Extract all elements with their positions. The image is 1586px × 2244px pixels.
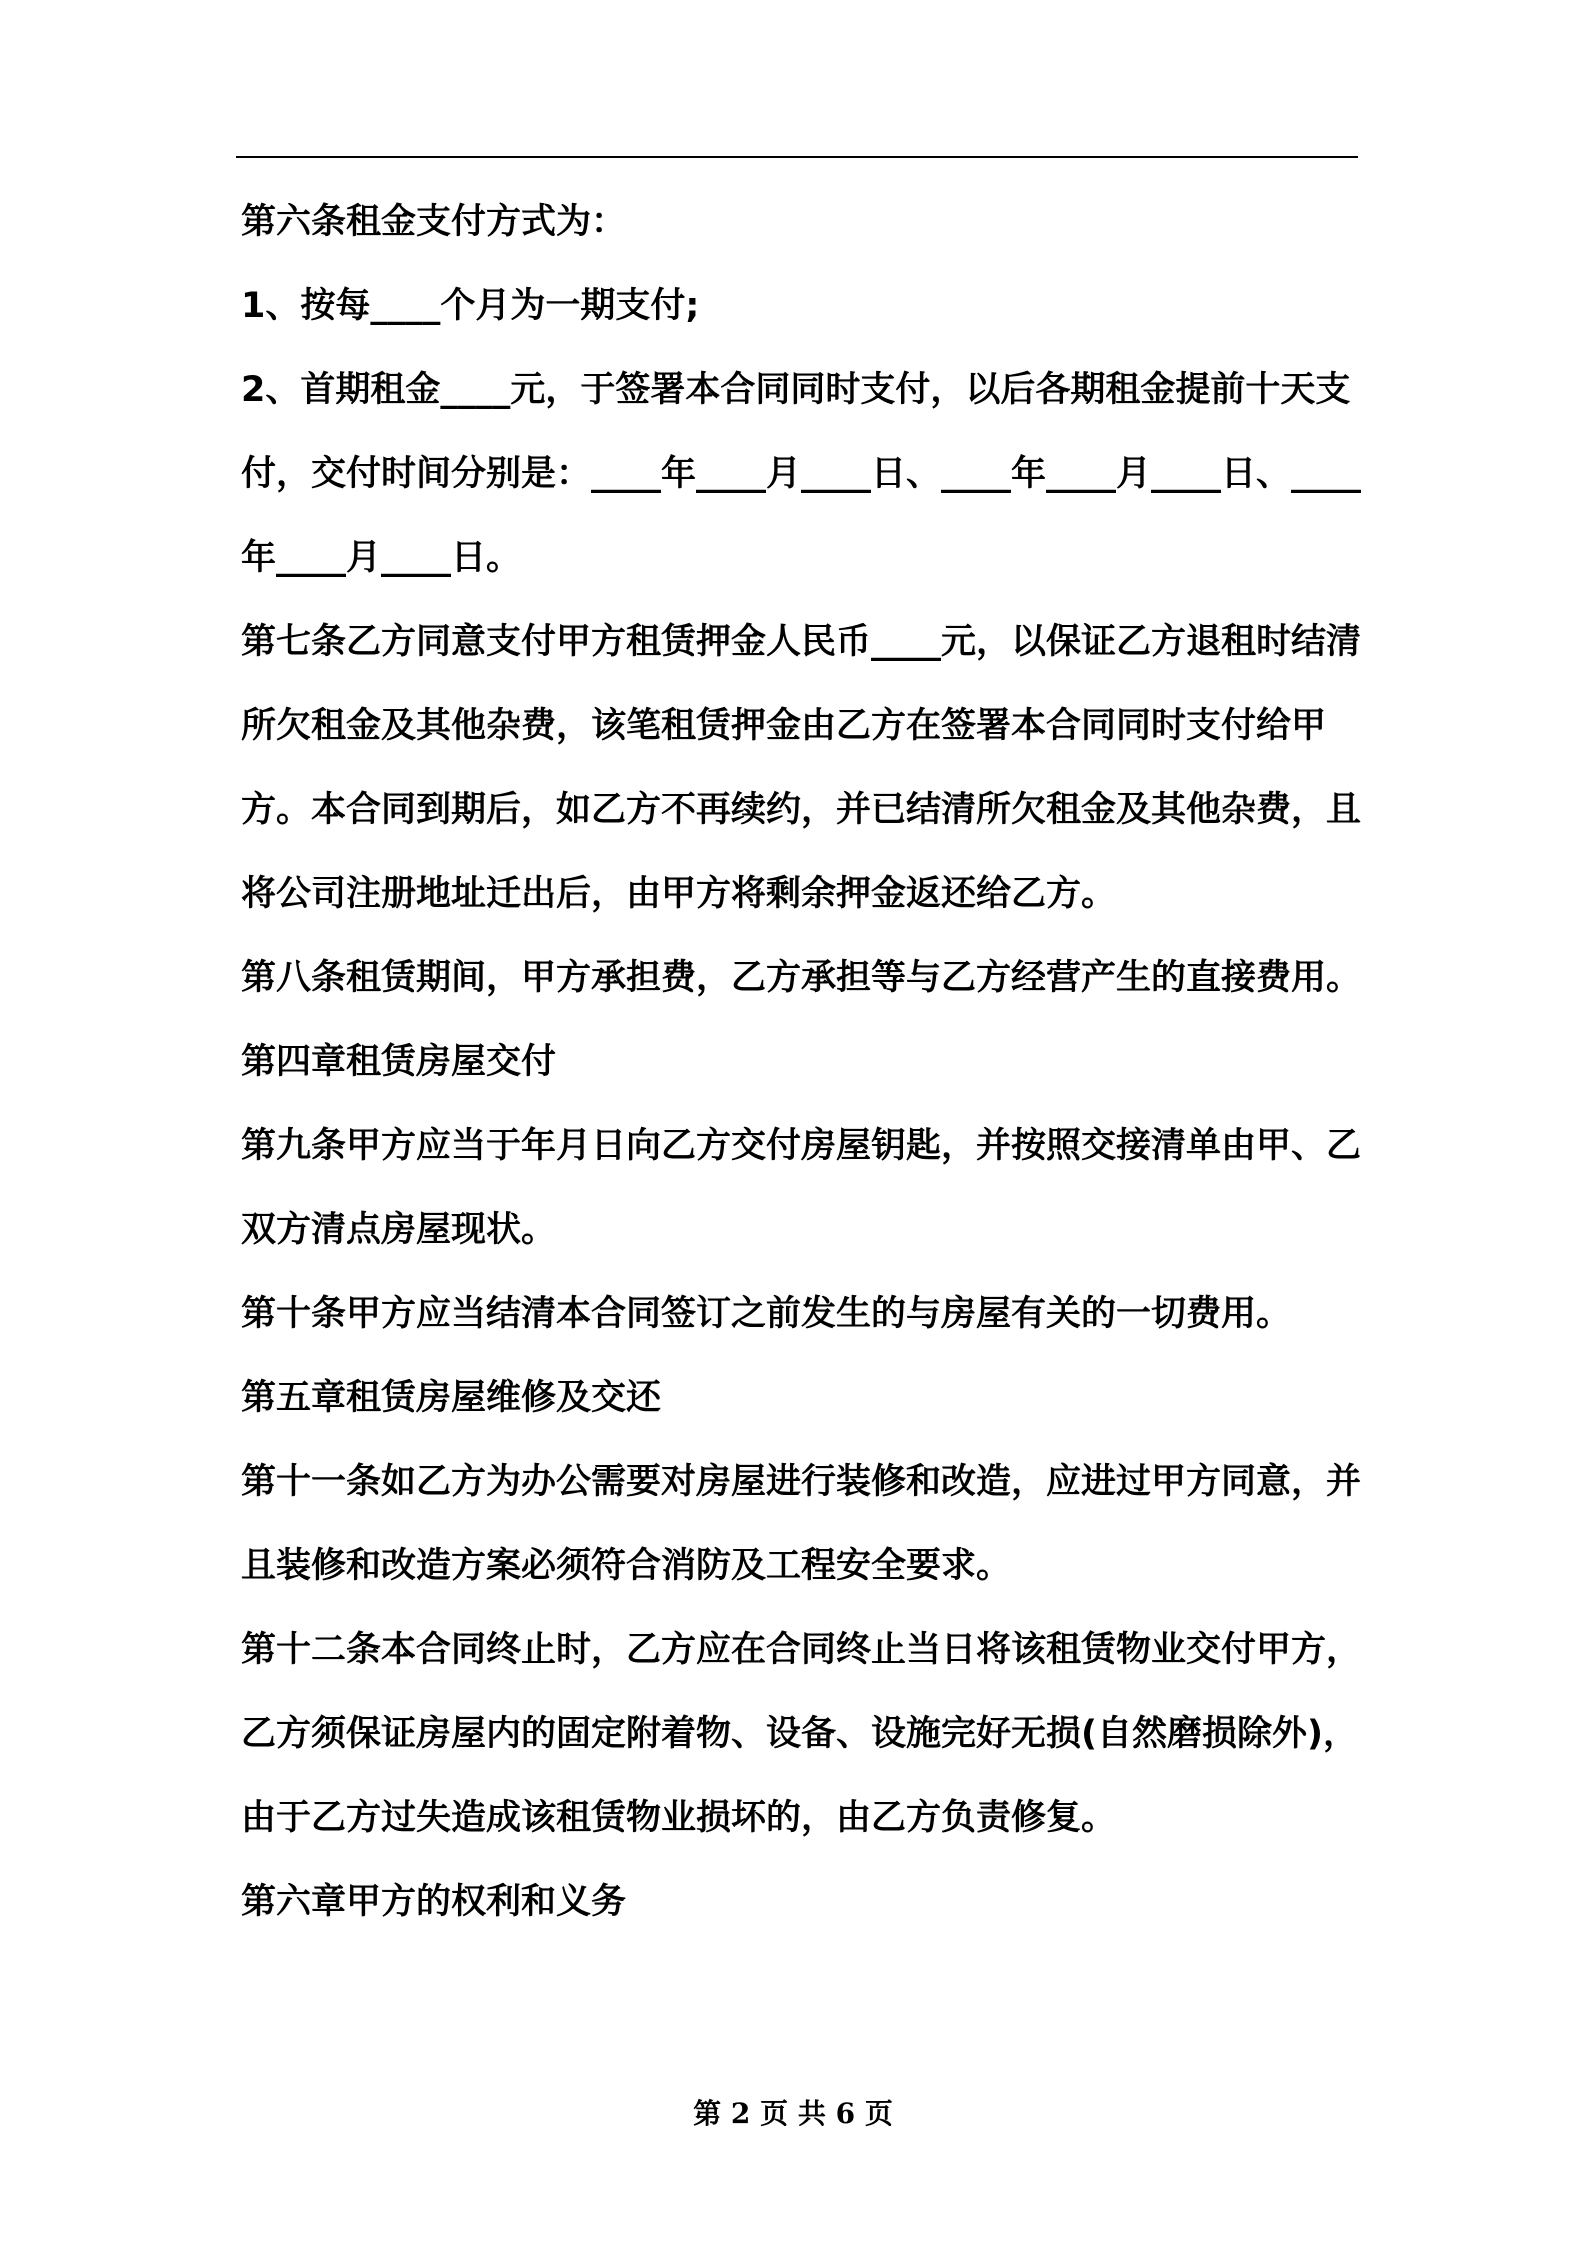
chapter-heading: 第五章租赁房屋维修及交还: [241, 1378, 662, 1418]
document-body: [241, 180, 1366, 1944]
paragraph: 第十一条如乙方为办公需要对房屋进行装修和改造，应进过甲方同意，并且装修和改造方案必须符合消防及工程安全要求。: [241, 1462, 1362, 1586]
paragraph: 第八条租赁期间，甲方承担费，乙方承担等与乙方经营产生的直接费用。: [241, 958, 1362, 998]
paragraph: 第九条甲方应当于年月日向乙方交付房屋钥匙，并按照交接清单由甲、乙双方清点房屋现状。: [241, 1126, 1362, 1250]
chapter-heading: 第六章甲方的权利和义务: [241, 1882, 627, 1922]
paragraph: 第七条乙方同意支付甲方租赁押金人民币____元，以保证乙方退租时结清所欠租金及其他杂费，该笔租赁押金由乙方在签署本合同同时支付给甲方。本合同到期后，如乙方不再续约，并已结清所欠租金及其他杂费，且将公司注册地址迁出后，由甲方将剩余押金返还给乙方。: [241, 622, 1362, 914]
paragraph: 2、首期租金____元，于签署本合同同时支付，以后各期租金提前十天支付，交付时间分别是：____年____月____日、____年____月____日、____年____月____日。: [241, 370, 1362, 578]
paragraph: 第六条租金支付方式为：: [241, 202, 627, 242]
paragraph: 第十条甲方应当结清本合同签订之前发生的与房屋有关的一切费用。: [241, 1294, 1292, 1334]
paragraph: 1、按每____个月为一期支付;: [241, 286, 700, 326]
page-number-footer: 第 2 页 共 6 页: [693, 2097, 893, 2130]
chapter-heading: 第四章租赁房屋交付: [241, 1042, 557, 1082]
paragraph: 第十二条本合同终止时，乙方应在合同终止当日将该租赁物业交付甲方，乙方须保证房屋内的固定附着物、设备、设施完好无损(自然磨损除外)，由于乙方过失造成该租赁物业损坏的，由乙方负责修复。: [241, 1630, 1362, 1838]
header-rule: [236, 156, 1358, 158]
